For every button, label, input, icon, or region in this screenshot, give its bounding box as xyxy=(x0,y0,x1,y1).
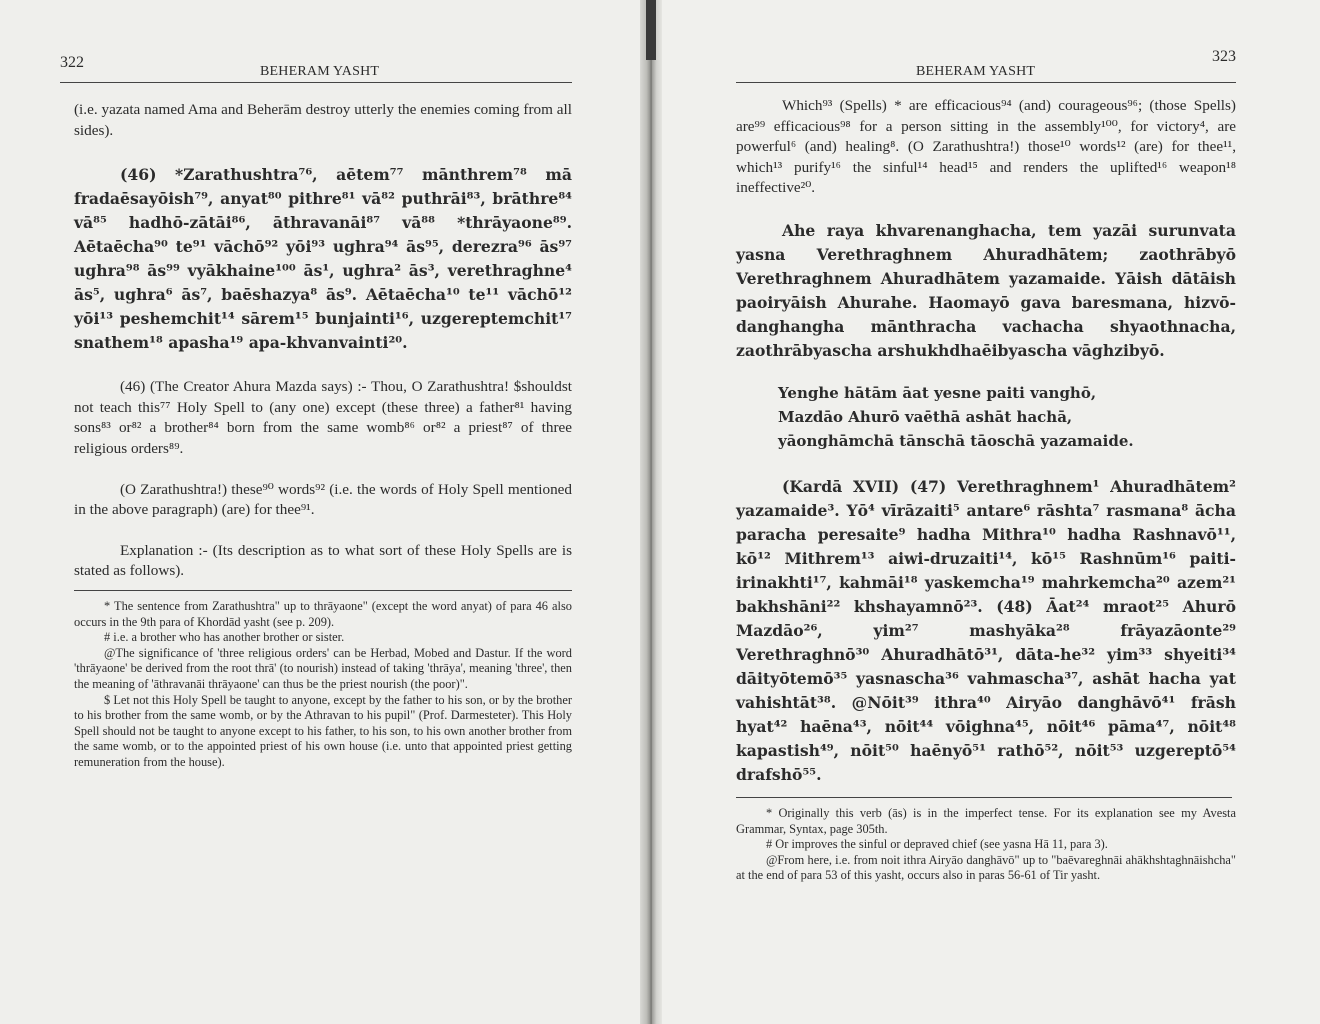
left-footnotes xyxy=(74,599,572,771)
footnote: * The sentence from Zarathushtra" up to thrāyaone" (except the word anyat) of para 46 also occurs in the 9th para of Khordād yasht (see p. 209). xyxy=(74,598,572,629)
verse-line: Mazdāo Ahurō vaēthā ashāt hachā, xyxy=(778,407,1073,426)
left-running-title: BEHERAM YASHT xyxy=(260,64,380,79)
yenghe-hatam-verse xyxy=(736,381,1236,453)
avesta-paragraph-46: (46) *Zarathushtra⁷⁶, aētem⁷⁷ mānthrem⁷⁸ mā fradaēsayōish⁷⁹, anyat⁸⁰ pithre⁸¹ vā⁸² puthrāi⁸³, brāthre⁸⁴ vā⁸⁵ hadhō-zātāi⁸⁶, āthravanāi⁸⁷ vā⁸⁸ *thrāyaone⁸⁹. Aētaēcha⁹⁰ te⁹¹ vāchō⁹² yōi⁹³ ughra⁹⁴ ās⁹⁵, derezra⁹⁶ ās⁹⁷ ughra⁹⁸ ās⁹⁹ vyākhaine¹⁰⁰ ās¹, ughra² ās³, verethraghne⁴ ās⁵, ughra⁶ ās⁷, baēshazya⁸ ās⁹. Aētaēcha¹⁰ te¹¹ vāchō¹² yōi¹³ peshemchit¹⁴ sārem¹⁵ bunjainti¹⁶, uzgereptemchit¹⁷ snathem¹⁸ apasha¹⁹ apa-khvanvainti²⁰. xyxy=(74,165,572,353)
footnote: # Or improves the sinful or depraved chief (see yasna Hā 11, para 3). xyxy=(766,837,1108,852)
left-page-content xyxy=(74,100,572,770)
right-page-header xyxy=(736,48,1236,83)
explanation-paragraph: Explanation :- (Its description as to what sort of these Holy Spells are is stated as follows). xyxy=(74,541,572,580)
right-running-title: BEHERAM YASHT xyxy=(916,64,1036,79)
right-footnote-rule xyxy=(736,797,1232,798)
verse-line: Yenghe hātām āat yesne paiti vanghō, xyxy=(778,383,1097,402)
footnote: @From here, i.e. from noit ithra Airyāo danghāvō" up to "baēvareghnāi ahākhshtaghnāishcha" at the end of para 53 of this yasht, occurs also in paras 56-61 of Tir yasht. xyxy=(736,852,1236,883)
verse-line: yāonghāmchā tānschā tāoschā yazamaide. xyxy=(778,431,1134,450)
right-translation-paragraph: Which⁹³ (Spells) * are efficacious⁹⁴ (and) courageous⁹⁶; (those Spells) are⁹⁹ efficacious⁹⁸ for a person sitting in the assembly¹⁰⁰, for victory⁴, are powerful⁶ (and) healing⁸. (O Zarathushtra!) those¹⁰ words¹² (are) for thee¹¹, which¹³ purify¹⁶ the sinful¹⁴ head¹⁵ and renders the uplifted¹⁶ weapon¹⁸ ineffective²⁰. xyxy=(736,97,1236,197)
left-page xyxy=(0,0,640,1024)
left-page-header xyxy=(60,52,572,83)
left-footnote-rule xyxy=(74,590,572,591)
left-intro-paragraph: (i.e. yazata named Ama and Beherām destroy utterly the enemies coming from all sides). xyxy=(74,101,572,139)
footnote: * Originally this verb (ās) is in the imperfect tense. For its explanation see my Avesta Grammar, Syntax, page 305th. xyxy=(736,805,1236,836)
translation-words-paragraph: (O Zarathushtra!) these⁹⁰ words⁹² (i.e. the words of Holy Spell mentioned in the above paragraph) (are) for thee⁹¹. xyxy=(74,480,572,519)
footnote: @The significance of 'three religious orders' can be Herbad, Mobed and Dastur. If the word 'thrāyaone' be derived from the root thrā' (to nourish) instead of taking 'thrāya', meaning 'three', then the meaning of 'āthravanāi thrāyaone' can thus be the priest nourish (the poor)". xyxy=(74,645,572,691)
karda-17-paragraph-47: (Kardā XVII) (47) Verethraghnem¹ Ahuradhātem² yazamaide³. Yō⁴ vīrāzaiti⁵ antare⁶ rāshta⁷ rasmana⁸ ācha paracha peresaite⁹ hadha Mithra¹⁰ hadha Rashnavō¹¹, kō¹² Mithrem¹³ aiwi-druzaiti¹⁴, kō¹⁵ Rashnūm¹⁶ paiti-irinakhti¹⁷, kahmāi¹⁸ yaskemcha¹⁹ mahrkemcha²⁰ azem²¹ bakhshāni²² khshayamnō²³. (48) Āat²⁴ mraot²⁵ Ahurō Mazdāo²⁶, yim²⁷ mashyāka²⁸ frāyazāonte²⁹ Verethraghnō³⁰ Ahuradhātō³¹, dāta-he³² yim³³ shyeiti³⁴ dāityōtemō³⁵ yasnascha³⁶ vahmascha³⁷, ashāt hacha yat vahishtāt³⁸. @Nōit³⁹ ithra⁴⁰ Airyāo danghāvō⁴¹ frāsh hyat⁴² haēna⁴³, nōit⁴⁴ vōighna⁴⁵, nōit⁴⁶ pāma⁴⁷, nōit⁴⁸ kapastish⁴⁹, nōit⁵⁰ haēnyō⁵¹ rathō⁵², nōit⁵³ uzgereptō⁵⁴ drafshō⁵⁵. xyxy=(736,476,1236,784)
right-page xyxy=(662,0,1320,1024)
translation-paragraph-46: (46) (The Creator Ahura Mazda says) :- Thou, O Zarathushtra! $shouldst not teach this⁷⁷ Holy Spell to (any one) except (these three) a father⁸¹ having sons⁸³ or⁸² a brother⁸⁴ born from the same womb⁸⁶ or⁸² a priest⁸⁷ of three religious orders⁸⁹. xyxy=(74,378,572,457)
right-footnotes xyxy=(736,806,1236,884)
footnote: # i.e. a brother who has another brother or sister. xyxy=(104,630,345,645)
book-gutter xyxy=(640,0,662,1024)
book-spine-shadow xyxy=(646,0,656,60)
right-page-number: 323 xyxy=(1212,48,1236,65)
left-page-number: 322 xyxy=(60,54,84,71)
right-page-content xyxy=(736,96,1236,884)
footnote: $ Let not this Holy Spell be taught to anyone, except by the father to his son, or by the brother to his brother from the same womb, or by the Athravan to his pupil" (Prof. Darmesteter). This Holy Spell should not be taught to anyone except to his father, to his son, to his own another brother from the same womb, or to the appointed priest of his own house (i.e. unto that appointed priest getting remuneration from the house). xyxy=(74,692,572,769)
ahe-raya-paragraph: Ahe raya khvarenanghacha, tem yazāi surunvata yasna Verethraghnem Ahuradhātem; zaothrābyō Verethraghnem Ahuradhātem yazamaide. Yāish dātāish paoiryāish Ahurahe. Haomayō gava baresmana, hizvō-danghangha mānthracha vachacha shyaothnacha, zaothrābyascha arshukhdhaēibyascha vāghzibyō. xyxy=(736,220,1236,360)
